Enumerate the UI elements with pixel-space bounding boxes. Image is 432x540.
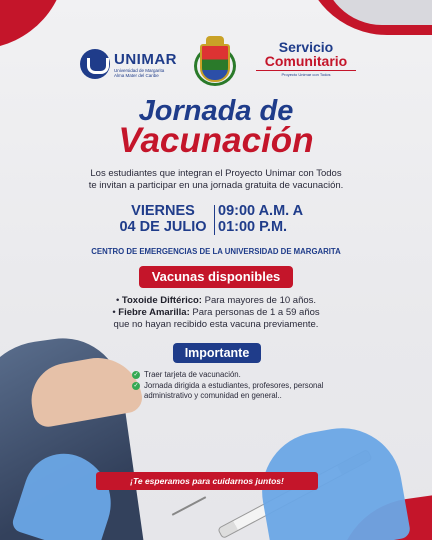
vaccine-desc: Para personas de 1 a 59 años [192, 307, 320, 318]
needle-icon [172, 496, 206, 516]
corner-wave-top-left [0, 0, 66, 61]
coat-of-arms-icon [194, 34, 236, 90]
servicio-line2: Comunitario [264, 53, 348, 69]
vaccines-list [80, 295, 352, 331]
intro-line1: Los estudiantes que integran el Proyecto Unimar con Todos [90, 168, 342, 179]
title-line2: Vacunación [118, 121, 314, 160]
schedule-divider [214, 205, 215, 235]
vaccine-name: Fiebre Amarilla: [118, 307, 190, 318]
vaccine-desc: Para mayores de 10 años. [204, 295, 317, 306]
important-list [132, 370, 332, 402]
unimar-logo-icon [80, 49, 110, 79]
title-line1: Jornada de [138, 95, 294, 127]
important-heading: Importante [173, 343, 261, 363]
vaccine-desc-continued: que no hayan recibido esta vacuna previamente. [113, 319, 319, 330]
unimar-subtitle-2: Alma Mater del Caribe [114, 72, 159, 78]
closing-banner: ¡Te esperamos para cuidarnos juntos! [96, 472, 318, 490]
event-day: VIERNES [131, 203, 195, 219]
intro-line2: te invitan a participar en una jornada gratuita de vacunación. [88, 179, 344, 191]
important-item [132, 381, 332, 401]
event-date [118, 203, 208, 235]
important-item-text: Jornada dirigida a estudiantes, profesores, personal administrativo y comunidad en general.. [144, 381, 324, 400]
event-time-start: 09:00 A.M. A [218, 203, 304, 219]
important-item-text: Traer tarjeta de vacunación. [144, 370, 241, 379]
vaccine-name: Toxoide Diftérico: [121, 295, 202, 306]
intro-text [40, 168, 392, 191]
vaccine-item: • Toxoide Diftérico: Para mayores de 10 años. [115, 295, 317, 306]
event-time-end: 01:00 P.M. [218, 219, 288, 235]
vaccines-heading: Vacunas disponibles [139, 266, 293, 288]
check-icon: ✓ [133, 383, 139, 389]
check-icon: ✓ [133, 372, 139, 378]
important-item [132, 370, 332, 380]
servicio-comunitario-logo [256, 40, 356, 77]
unimar-name: UNIMAR [114, 50, 177, 68]
event-place: CENTRO DE EMERGENCIAS DE LA UNIVERSIDAD DE MARGARITA [91, 247, 341, 256]
event-date-text: 04 DE JULIO [119, 219, 207, 235]
vaccine-item: • Fiebre Amarilla: Para personas de 1 a 59 años [112, 307, 320, 318]
unimar-logo [80, 49, 177, 79]
unimar-subtitle-1: Universidad de Margarita [114, 67, 165, 73]
servicio-line3: Proyecto Unimar con Todos [256, 70, 356, 77]
event-time [218, 203, 328, 235]
unimar-logo-text [114, 51, 177, 78]
servicio-line1: Servicio [278, 39, 334, 55]
